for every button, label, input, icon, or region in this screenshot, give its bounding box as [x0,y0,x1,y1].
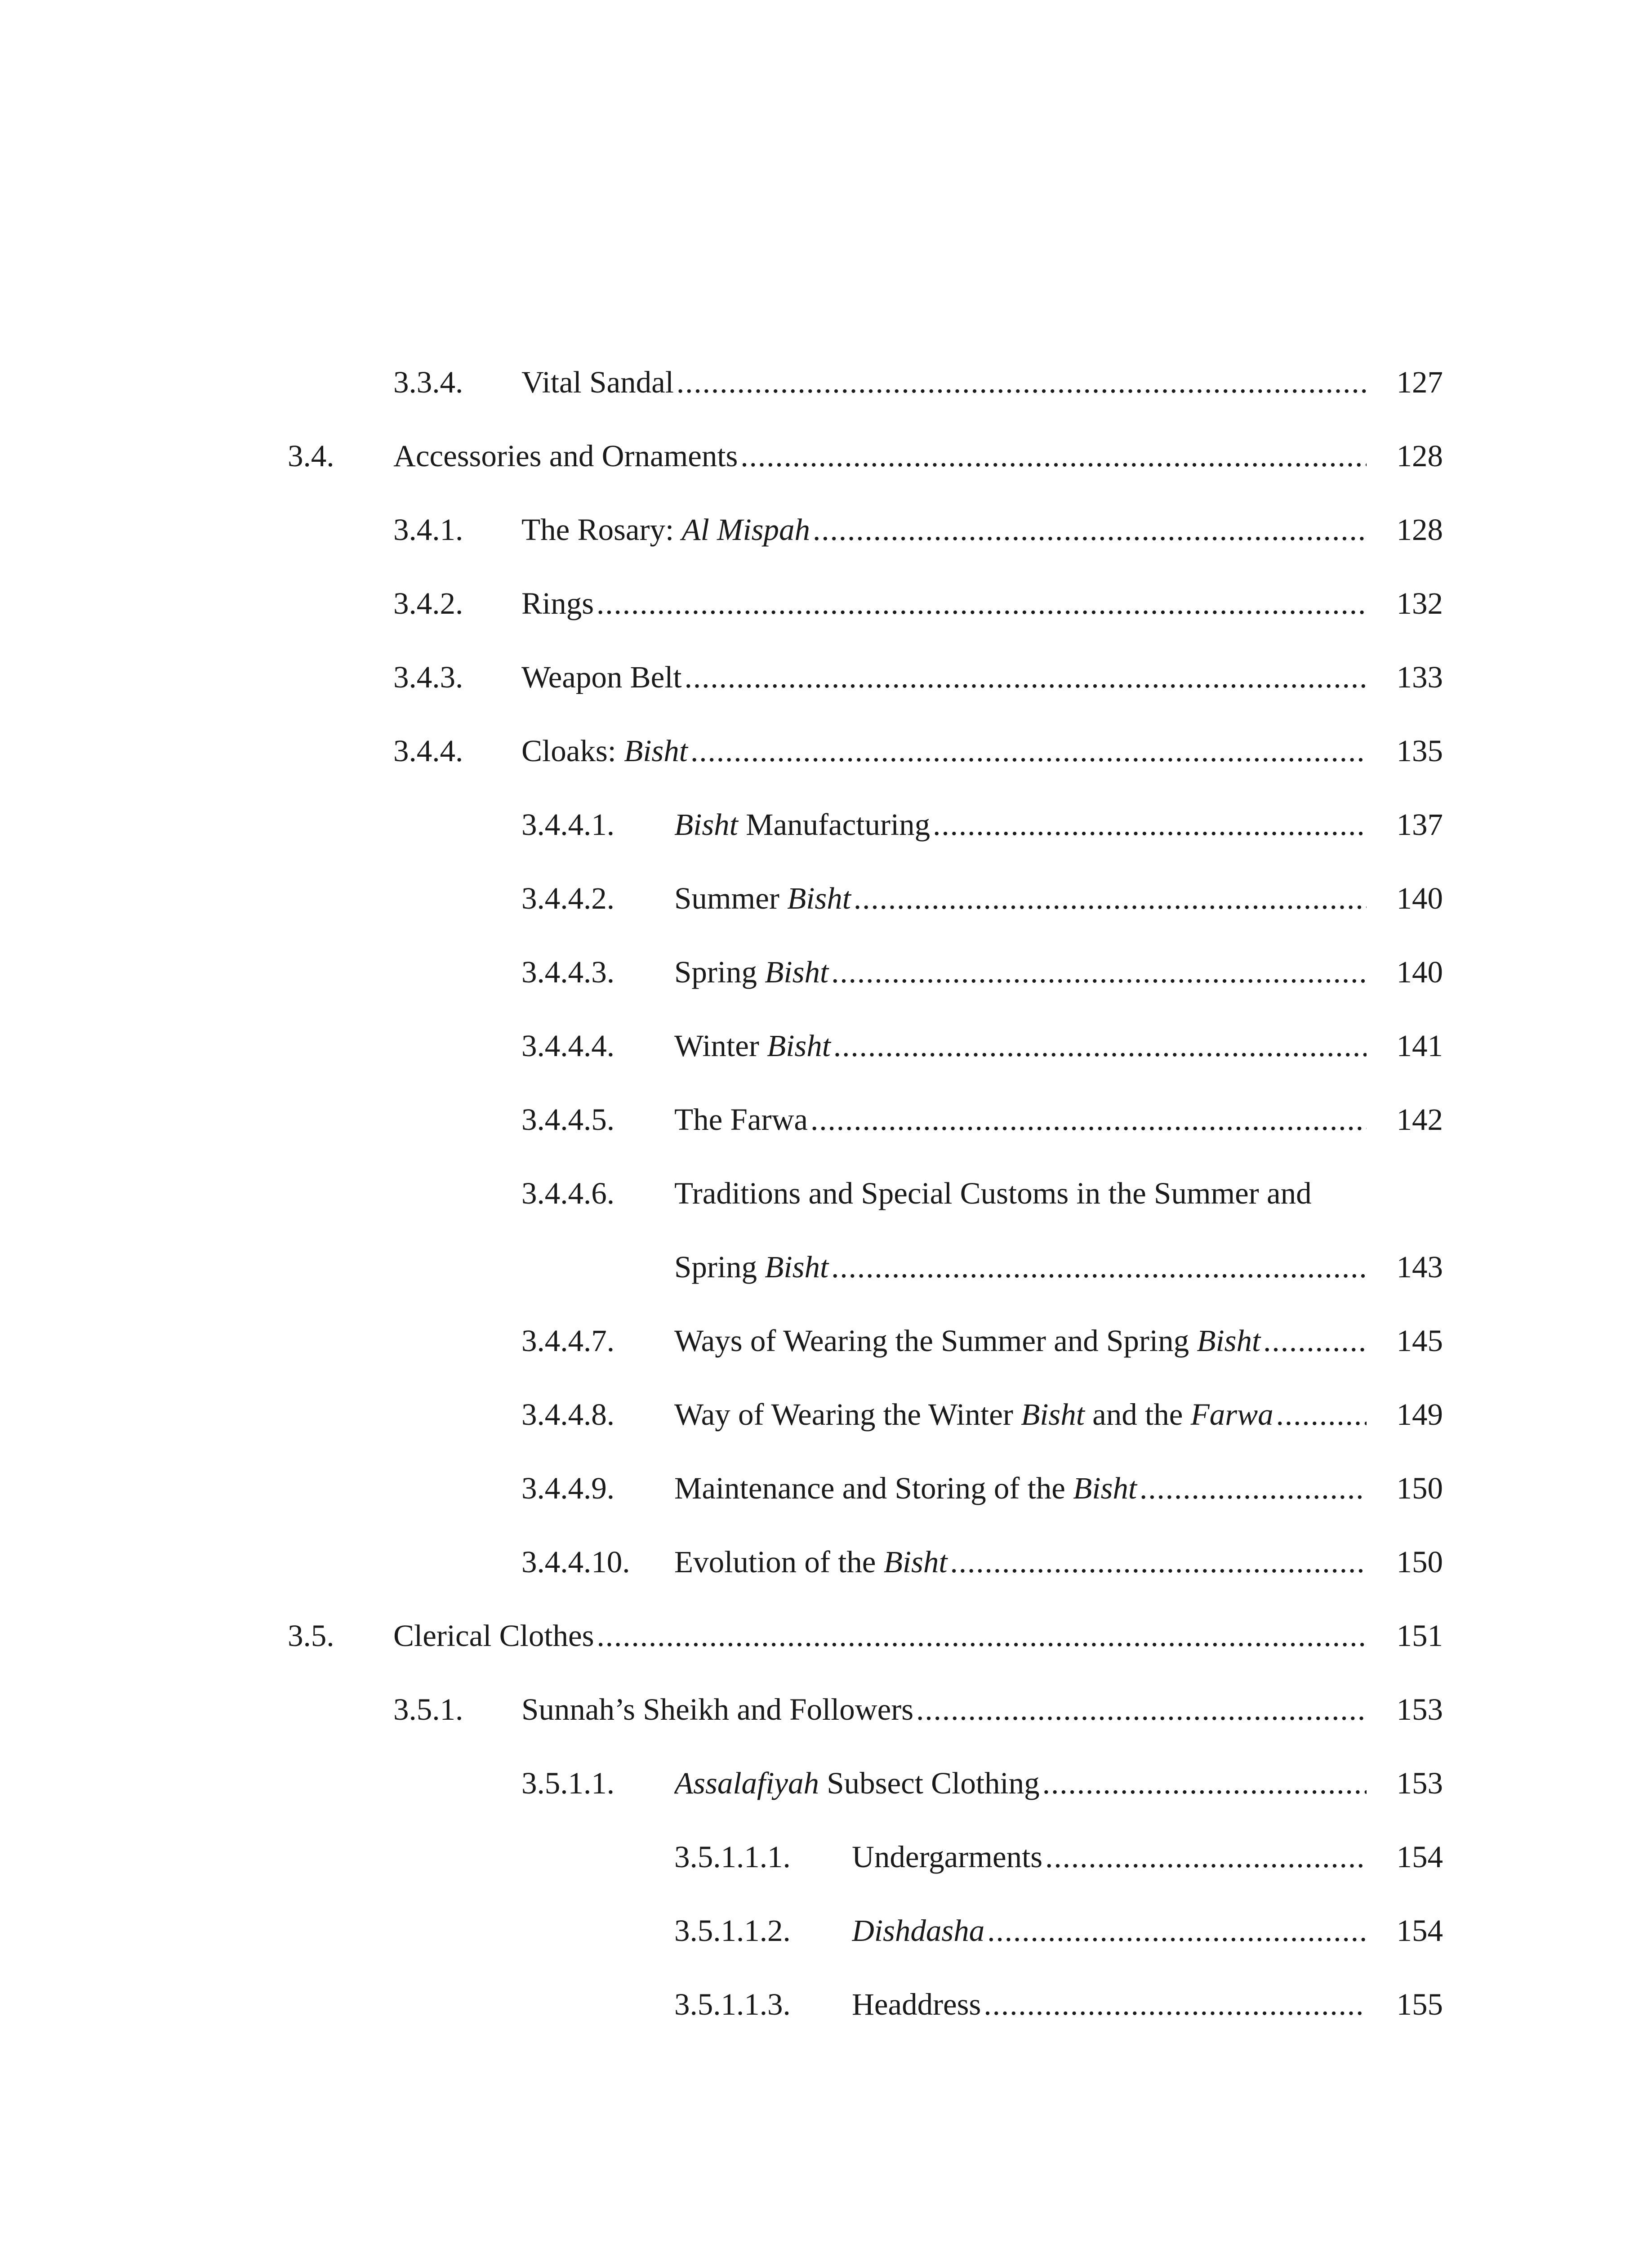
toc-entry-page-number: 133 [1396,660,1443,694]
toc-entry-page-number: 140 [1396,955,1443,989]
toc-entry-title [674,800,930,849]
toc-entry-title-text: Accessories and Ornaments [393,439,738,473]
toc-entry-title [852,1832,1042,1882]
dot-leader [688,726,1367,776]
dot-leader [594,1611,1367,1660]
toc-entry-page-number: 132 [1396,586,1443,620]
toc-entry-title-text: Traditions and Special Customs in the Summer and [674,1176,1312,1210]
toc-entry-title [674,1390,1274,1439]
toc-entry-title-text: Headdress [852,1987,981,2021]
toc-entry-title [521,579,594,628]
toc-entry-title-text: The Farwa [674,1102,808,1137]
toc-entry-title [521,1685,913,1734]
dot-leader [1137,1463,1367,1513]
dot-leader [930,800,1367,849]
toc-entry-title [674,947,828,997]
toc-entry-page-number: 140 [1396,881,1443,915]
toc-entry-title-italic: Bisht [787,881,851,915]
toc-entry-page-number: 151 [1396,1619,1443,1653]
toc-entry-title-text: Cloaks: [521,734,624,768]
toc-entry-title-italic: Bisht [1197,1324,1261,1358]
toc-entry-title-italic: Bisht [674,807,738,842]
toc-entry[interactable] [393,505,1456,554]
toc-entry-title [674,874,851,923]
toc-entry[interactable] [288,431,1456,481]
dot-leader [828,947,1367,997]
toc-entry-number: 3.4.4.1. [521,807,614,842]
toc-entry-title-text: Clerical Clothes [393,1619,594,1653]
toc-entry-number: 3.4.4.6. [521,1176,614,1210]
toc-entry-page-number: 150 [1396,1471,1443,1505]
toc-entry[interactable] [521,1537,1456,1587]
toc-entry-number: 3.4.3. [393,660,463,694]
dot-leader [738,431,1367,481]
dot-leader [1042,1832,1367,1882]
toc-entry[interactable] [674,1980,1456,2029]
toc-entry-page-number: 142 [1396,1102,1443,1137]
toc-entry-page-number: 154 [1396,1913,1443,1948]
toc-entry-title-text: Vital Sandal [521,365,674,399]
toc-entry-title-italic: Dishdasha [852,1913,985,1948]
toc-entry-title [674,1537,948,1587]
toc-entry-page-number: 145 [1396,1324,1443,1358]
toc-entry-number: 3.4.4.2. [521,881,614,915]
toc-entry-title [674,1463,1137,1513]
toc-entry-title [674,1242,828,1292]
toc-entry-number: 3.5.1.1.1. [674,1840,791,1874]
toc-entry-number: 3.5.1. [393,1692,463,1726]
toc-entry-page-number: 128 [1396,439,1443,473]
toc-entry-page-number: 153 [1396,1692,1443,1726]
toc-entry-title-italic: Assalafiyah [674,1766,819,1800]
toc-entry[interactable] [521,1390,1456,1439]
toc-entry[interactable] [521,1169,1456,1218]
toc-entry-number: 3.5. [288,1619,334,1653]
toc-entry[interactable] [521,1095,1456,1144]
toc-entry-title [852,1906,984,1955]
toc-entry-number: 3.4.4.8. [521,1397,614,1432]
toc-entry-page-number: 141 [1396,1029,1443,1063]
toc-entry-title [393,431,738,481]
toc-entry-title-italic: Bisht [883,1545,948,1579]
dot-leader [810,505,1367,554]
dot-leader [1274,1390,1367,1439]
toc-entry-title-italic: Bisht [765,955,829,989]
toc-entry-number: 3.4.4.7. [521,1324,614,1358]
toc-entry-title [852,1980,981,2029]
toc-entry[interactable] [521,1021,1456,1070]
toc-entry[interactable] [393,579,1456,628]
dot-leader [828,1242,1367,1292]
toc-entry[interactable] [521,947,1456,997]
toc-entry[interactable] [521,1758,1456,1808]
toc-entry-number: 3.4.1. [393,513,463,547]
toc-entry-number: 3.4.4.10. [521,1545,630,1579]
toc-entry-title-text: Winter [674,1029,767,1063]
toc-entry-title [521,726,688,776]
toc-entry-number: 3.4.4. [393,734,463,768]
toc-entry-title [674,1095,808,1144]
toc-entry-page-number: 127 [1396,365,1443,399]
toc-entry-title-text: Evolution of the [674,1545,884,1579]
toc-entry-title-text: Maintenance and Storing of the [674,1471,1073,1505]
dot-leader [913,1685,1367,1734]
dot-leader [682,652,1367,702]
toc-entry[interactable] [674,1832,1456,1882]
toc-entry-number: 3.5.1.1.3. [674,1987,791,2021]
toc-entry-title-text: Ways of Wearing the Summer and Spring [674,1324,1197,1358]
toc-entry-title-italic: Bisht [765,1250,829,1284]
toc-entry[interactable] [393,1685,1456,1734]
toc-entry-number: 3.5.1.1. [521,1766,614,1800]
toc-entry-number: 3.3.4. [393,365,463,399]
toc-entry-title [674,1316,1260,1365]
dot-leader [984,1906,1367,1955]
dot-leader [1260,1316,1367,1365]
toc-entry-page-number: 154 [1396,1840,1443,1874]
toc-entry-title-text: Sunnah’s Sheikh and Followers [521,1692,914,1726]
toc-entry-page-number: 149 [1396,1397,1443,1432]
toc-entry-page-number: 153 [1396,1766,1443,1800]
toc-entry-number: 3.5.1.1.2. [674,1913,791,1948]
toc-entry-title-text: Manufacturing [738,807,931,842]
toc-entry-title-text: Rings [521,586,594,620]
toc-entry-title [521,505,810,554]
toc-entry-page-number: 155 [1396,1987,1443,2021]
toc-entry-title-text: Subsect Clothing [819,1766,1040,1800]
dot-leader [948,1537,1367,1587]
toc-entry-page-number: 150 [1396,1545,1443,1579]
toc-entry-page-number: 137 [1396,807,1443,842]
toc-entry[interactable] [393,357,1456,407]
toc-entry-title-text: and the [1084,1397,1191,1432]
toc-entry-title-italic: Bisht [1073,1471,1137,1505]
toc-entry-title-text: Weapon Belt [521,660,682,694]
toc-entry-page-number: 135 [1396,734,1443,768]
dot-leader [1040,1758,1367,1808]
toc-entry-title [674,1758,1040,1808]
toc-entry-title-text: The Rosary: [521,513,682,547]
toc-entry[interactable] [674,1906,1456,1955]
toc-entry[interactable] [521,874,1456,923]
toc-entry-number: 3.4.2. [393,586,463,620]
toc-entry-number: 3.4. [288,439,334,473]
toc-entry-number: 3.4.4.4. [521,1029,614,1063]
toc-entry[interactable] [393,726,1456,776]
toc-entry-title-italic: Bisht [624,734,688,768]
toc-entry-title [393,1611,594,1660]
toc-entry[interactable] [521,1242,1456,1292]
toc-entry[interactable] [393,652,1456,702]
toc-entry-page-number: 143 [1396,1250,1443,1284]
dot-leader [981,1980,1367,2029]
toc-entry-number: 3.4.4.9. [521,1471,614,1505]
toc-entry-title-text: Spring [674,1250,765,1284]
toc-entry-page-number: 128 [1396,513,1443,547]
toc-entry-title [521,652,682,702]
toc-entry[interactable] [521,1316,1456,1365]
dot-leader [831,1021,1367,1070]
toc-entry-title-italic: Bisht [767,1029,831,1063]
toc-entry-title [521,357,674,407]
toc-entry-title [674,1021,831,1070]
toc-entry-title [674,1169,1312,1218]
toc-entry-title-italic: Bisht [1021,1397,1085,1432]
dot-leader [808,1095,1367,1144]
toc-entry-title-text: Undergarments [852,1840,1043,1874]
toc-entry-number: 3.4.4.3. [521,955,614,989]
toc-entry-title-text: Summer [674,881,788,915]
toc-entry[interactable] [521,1463,1456,1513]
dot-leader [851,874,1367,923]
toc-entry[interactable] [288,1611,1456,1660]
toc-entry-title-italic: Al Mispah [681,513,810,547]
dot-leader [674,357,1367,407]
toc-entry-title-text: Spring [674,955,765,989]
toc-entry-title-text: Way of Wearing the Winter [674,1397,1021,1432]
toc-entry-number: 3.4.4.5. [521,1102,614,1137]
toc-entry[interactable] [521,800,1456,849]
dot-leader [594,579,1367,628]
toc-entry-title-italic: Farwa [1190,1397,1274,1432]
